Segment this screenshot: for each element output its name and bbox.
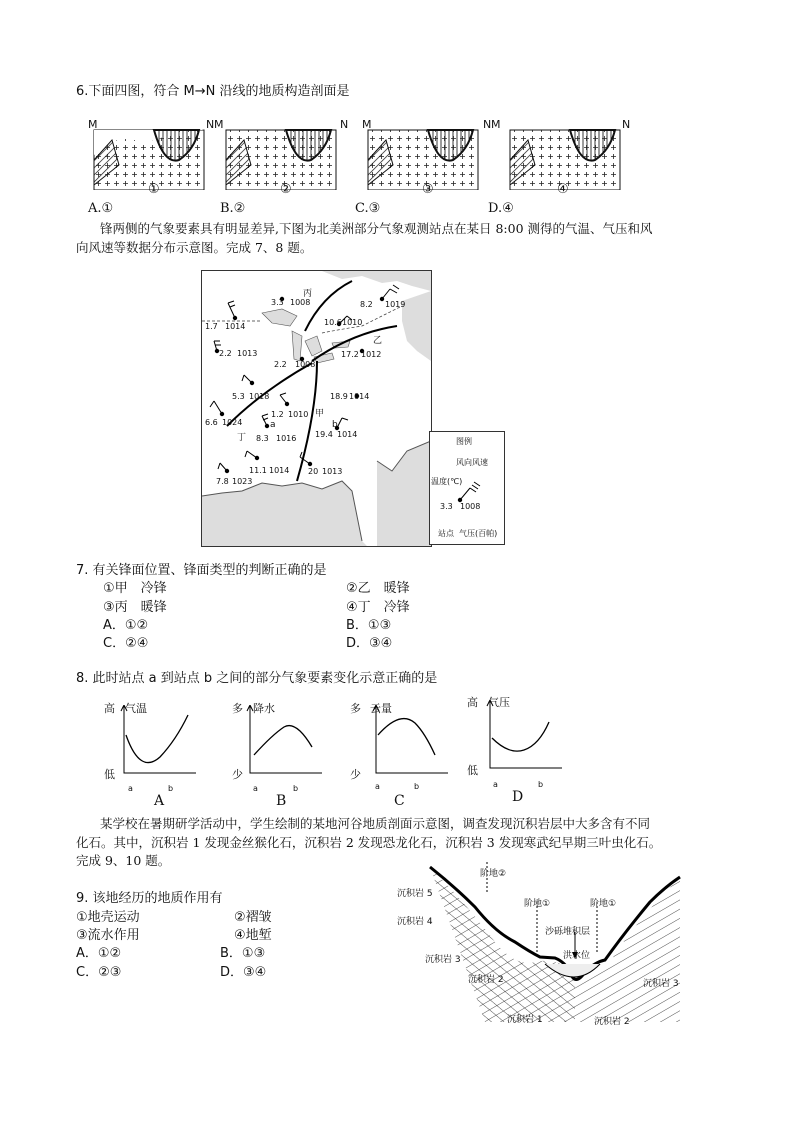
st15-pres: 1013 xyxy=(322,467,343,476)
q8-stem: 8. 此时站点 a 到站点 b 之间的部分气象要素变化示意正确的是 xyxy=(76,671,438,686)
graph-d-hi: 高 xyxy=(467,696,478,709)
st12-temp: 8.3 xyxy=(256,434,269,443)
st3-pres: 1014 xyxy=(225,322,246,331)
graph-d-x1: a xyxy=(493,780,498,789)
intro910-line1: 某学校在暑期研学活动中，学生绘制的某地河谷地质剖面示意图，调查发现沉积岩层中大多含有不同 xyxy=(100,816,651,831)
st3-temp: 1.7 xyxy=(205,322,218,331)
st5-temp: 2.2 xyxy=(219,349,232,358)
legend-wind: 风向风速 xyxy=(456,458,488,467)
q6-option-d[interactable]: D.④ xyxy=(488,201,514,216)
legend-pres-label: 气压(百帕) xyxy=(459,529,498,538)
q6-option-a[interactable]: A.① xyxy=(88,201,114,216)
st8-pres: 1018 xyxy=(249,392,270,401)
st14-temp: 11.1 xyxy=(249,466,267,475)
graph-c-x2: b xyxy=(414,782,420,791)
st1-pres: 1008 xyxy=(290,298,311,307)
graph-d-svg xyxy=(484,700,564,775)
st7-pres: 1008 xyxy=(295,360,316,369)
q9-option-c[interactable]: C．②③ xyxy=(76,965,122,980)
intro78-line2: 向风速等数据分布示意图。完成 7、8 题。 xyxy=(76,240,313,255)
valley-label-terrace2: 阶地② xyxy=(480,869,507,879)
valley-label-rock2-right: 沉积岩 2 xyxy=(594,1017,630,1027)
profile-3-num: ③ xyxy=(422,182,434,197)
q9-item-4: ④地堑 xyxy=(234,928,272,943)
graph-b-x1: a xyxy=(253,784,258,793)
front-bing: 丙 xyxy=(303,289,313,299)
legend-station: 站点 xyxy=(438,529,454,538)
valley-label-rock2-left: 沉积岩 2 xyxy=(468,975,504,985)
valley-label-terrace1-right: 阶地① xyxy=(590,899,617,909)
graph-d-title: 气压 xyxy=(488,696,510,709)
valley-label-rock3-right: 沉积岩 3 xyxy=(643,979,679,989)
profile-2-left: M xyxy=(214,118,224,131)
graph-a-title: 气温 xyxy=(125,702,147,715)
st1-temp: 3.3 xyxy=(271,298,284,307)
valley-label-terrace1-left: 阶地① xyxy=(524,899,551,909)
st16-temp: 7.8 xyxy=(216,477,229,486)
valley-label-flood: 洪水位 xyxy=(563,951,591,961)
q9-option-b[interactable]: B．①③ xyxy=(220,946,266,961)
st14-pres: 1014 xyxy=(269,466,290,475)
q7-option-b[interactable]: B．①③ xyxy=(346,618,392,633)
q9-option-a[interactable]: A．①② xyxy=(76,946,122,961)
q9-item-1: ①地壳运动 xyxy=(76,910,140,925)
graph-c-title: 云量 xyxy=(370,702,392,715)
front-ding: 丁 xyxy=(237,433,247,443)
st12-pres: 1016 xyxy=(276,434,297,443)
profile-1-left: M xyxy=(88,118,98,131)
q7-item-2: ②乙 暖锋 xyxy=(346,581,410,596)
q7-item-4: ④丁 冷锋 xyxy=(346,600,410,615)
q9-item-2: ②褶皱 xyxy=(234,910,272,925)
st4-pres: 1010 xyxy=(342,318,363,327)
st2-temp: 8.2 xyxy=(360,300,373,309)
station-a: a xyxy=(270,420,276,430)
st11-pres: 1024 xyxy=(222,418,243,427)
valley-label-gravel: 沙砾堆积层 xyxy=(545,927,591,937)
q6-option-b[interactable]: B.② xyxy=(220,201,246,216)
st9-temp: 18.9 xyxy=(330,392,348,401)
st7-temp: 2.2 xyxy=(274,360,287,369)
legend-temp: 3.3 xyxy=(440,502,453,511)
profile-2-num: ② xyxy=(280,182,292,197)
st4-temp: 10.6 xyxy=(324,318,342,327)
legend-pres: 1008 xyxy=(460,502,481,511)
graph-a-hi: 高 xyxy=(104,702,115,715)
valley-label-rock5: 沉积岩 5 xyxy=(397,889,433,899)
st15-temp: 20 xyxy=(308,467,319,476)
profile-1-num: ① xyxy=(148,182,160,197)
intro910-line2: 化石。其中，沉积岩 1 发现金丝猴化石，沉积岩 2 发现恐龙化石，沉积岩 3 发现寒武纪早期三叶虫化石。 xyxy=(76,835,662,850)
intro78-line1: 锋两侧的气象要素具有明显差异,下图为北美洲部分气象观测站点在某日 8:00 测得的气温、气压和风 xyxy=(100,221,653,236)
intro910-line3: 完成 9、10 题。 xyxy=(76,853,171,868)
q6-profiles-svg xyxy=(86,115,626,190)
st9-pres: 1014 xyxy=(349,392,370,401)
q7-item-1: ①甲 冷锋 xyxy=(103,581,167,596)
front-yi: 乙 xyxy=(373,336,383,346)
graph-c-x1: a xyxy=(375,782,380,791)
profile-1-right: N xyxy=(206,118,215,131)
st11-temp: 6.6 xyxy=(205,418,218,427)
graph-b-hi: 多 xyxy=(232,702,243,715)
st6-temp: 17.2 xyxy=(341,350,359,359)
graph-b-x2: b xyxy=(293,784,299,793)
graph-d-lo: 低 xyxy=(467,764,478,777)
q9-stem: 9. 该地经历的地质作用有 xyxy=(76,891,223,906)
q6-profiles xyxy=(86,115,626,190)
q7-option-c[interactable]: C．②④ xyxy=(103,636,149,651)
profile-3-right: N xyxy=(483,118,492,131)
graph-b-letter[interactable]: B xyxy=(276,793,287,809)
front-jia: 甲 xyxy=(315,409,325,419)
st16-pres: 1023 xyxy=(232,477,253,486)
q6-option-c[interactable]: C.③ xyxy=(355,201,381,216)
st13-pres: 1014 xyxy=(337,430,358,439)
st10-temp: 1.2 xyxy=(271,410,284,419)
graph-a-x2: b xyxy=(168,784,174,793)
legend-title: 图例 xyxy=(456,437,472,446)
q9-item-3: ③流水作用 xyxy=(76,928,140,943)
legend-temp-label: 温度(℃) xyxy=(431,477,463,486)
graph-a-letter[interactable]: A xyxy=(154,793,165,809)
valley-cross-section xyxy=(425,862,685,1024)
graph-b-lo: 少 xyxy=(232,768,243,781)
q6-stem: 6.下面四图，符合 M→N 沿线的地质构造剖面是 xyxy=(76,84,350,99)
profile-2-right: N xyxy=(340,118,349,131)
profile-4-left: M xyxy=(491,118,501,131)
valley-label-rock1: 沉积岩 1 xyxy=(507,1015,543,1025)
q7-item-3: ③丙 暖锋 xyxy=(103,600,167,615)
profile-3-left: M xyxy=(362,118,372,131)
graph-c-hi: 多 xyxy=(350,702,361,715)
valley-label-rock4: 沉积岩 4 xyxy=(397,917,433,927)
graph-a-svg xyxy=(118,705,198,780)
graph-d-x2: b xyxy=(538,780,544,789)
valley-label-rock3-left: 沉积岩 3 xyxy=(425,955,461,965)
profile-4-right: N xyxy=(622,118,631,131)
st5-pres: 1013 xyxy=(237,349,258,358)
st6-pres: 1012 xyxy=(361,350,382,359)
graph-c-letter[interactable]: C xyxy=(394,793,405,809)
st13-temp: 19.4 xyxy=(315,430,333,439)
st10-pres: 1010 xyxy=(288,410,309,419)
graph-c-lo: 少 xyxy=(350,768,361,781)
graph-b-title: 降水 xyxy=(253,702,275,715)
profile-4-num: ④ xyxy=(557,182,569,197)
graph-a-x1: a xyxy=(128,784,133,793)
q9-option-d[interactable]: D．③④ xyxy=(220,965,267,980)
q7-stem: 7. 有关锋面位置、锋面类型的判断正确的是 xyxy=(76,563,327,578)
graph-d-letter[interactable]: D xyxy=(512,789,524,805)
q7-option-d[interactable]: D．③④ xyxy=(346,636,393,651)
st8-temp: 5.3 xyxy=(232,392,245,401)
q7-option-a[interactable]: A．①② xyxy=(103,618,149,633)
graph-a-lo: 低 xyxy=(104,768,115,781)
graph-b-svg xyxy=(244,705,324,780)
graph-c-svg xyxy=(370,705,450,780)
station-b: b xyxy=(332,420,338,430)
st2-pres: 1019 xyxy=(385,300,406,309)
